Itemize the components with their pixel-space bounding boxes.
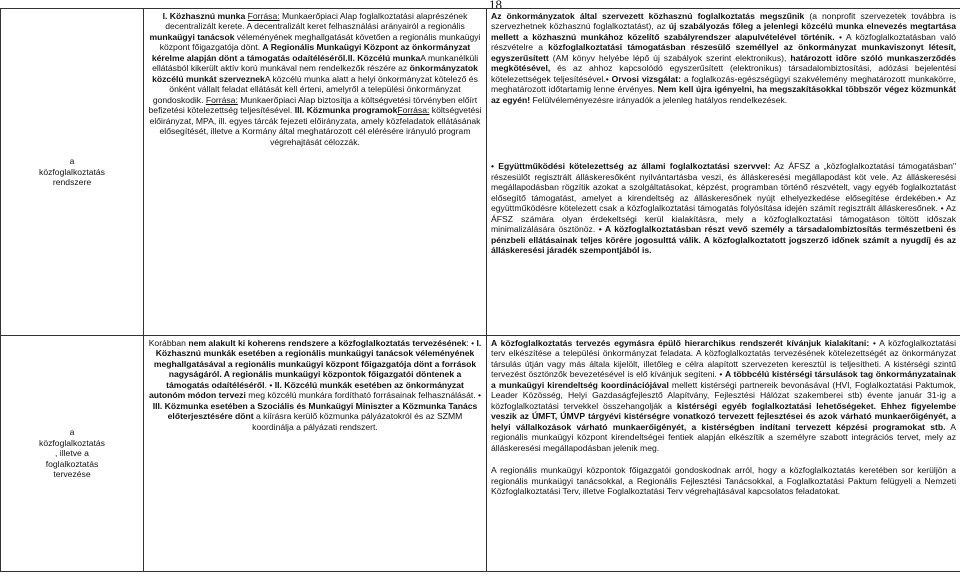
text-run: • A közfoglalkoztatásban való részvételre a [491,31,956,53]
text-run: a foglalkozás-egészségügyi szakvélemény meghatározott munkakörre, meghatározott időtartamig lenne érvényes. [491,73,956,95]
text-run: A közcélú munka alatt a helyi önkormányzat kötelező és önként vállalt feladat ellátását kell érteni, amelyről a települési önkormányzat gondoskodik. [152,73,478,105]
text-run: • Együttműködési kötelezettség az állami foglalkoztatási szervvel: [491,161,771,172]
text-run: : • [466,338,477,348]
text-run[interactable]: Forrása: [247,11,280,21]
text-run: A Regionális Munkaügyi Központ az önkormányzat kérelme alapján dönt a támogatás odaítéléséről.II. [151,42,471,63]
current-system-text [148,11,482,147]
text-run: munkaügyi tanácsok [149,31,235,42]
text-run: (AM könyv helyébe lépő új szabályok szerint elektronikus), [548,52,791,63]
text-run[interactable]: Forrása: [397,105,430,116]
row-header-line: foglalkoztatás [45,458,99,469]
row-header-line: közfoglalkoztatás [39,437,105,448]
text-run: Közcélú munka [357,52,421,63]
text-run: költségvetési előirányzat, MPA, ill. egyes tárcák fejezeti előirányzata, amely közfeladatok ellátásának elősegítését, illetve a Kormány által meghatározott cél elérésére irányuló program végrehajtását célozzák. [149,105,482,147]
current-system-cell [144,336,487,572]
text-run: III. Közmunka esetében a Szociális és Munkaügyi Miniszter a Közmunka Tanács előterjesztésére dönt [152,400,478,422]
text-run[interactable]: Forrása: [205,94,238,105]
text-run: véleményének meghallgatását követően a regionális munkaügyi központ főigazgatója dönt. [159,31,481,53]
text-run: A regionális munkaügyi központok főigazgatói gondoskodnak arról, hogy a közfoglalkoztatás keretében sor kerüljön a regionális munkaügyi tanácsokkal, a Regionális Fejlesztési Tanácsokkal, a Foglalkoztatási Paktum felügyeli a Nemzeti Közfoglalkoztatási Terv, illetve Foglalkoztatási Terv végrehajtásával kapcsolatos feladatokat. [491,465,956,497]
text-run: • A közfoglalkoztatási terv elkészítése a települési önkormányzat feladata. A közfoglalkoztatás tervezésének kötelezettségét az önkormányzat társulás útján vagy más általa kijelölt, illetőleg e célra alapított szervezeten keresztül is teljesítheti. A kistérségi szintű tervezést ösztönzők bevezetésével is elő kívánjuk segíteni. • [491,338,956,380]
row-header-cell [1,9,144,336]
text-run: I. Közhasznú munkák esetében a regionális munkaügyi tanácsok véleményének meghallgatásával a regionális munkaügyi központ főigazgatója dönt a források nagyságáról. A regionális munkaügyi központok főigazgatói döntenek a támogatás odaítéléséről [153,338,482,390]
current-system-cell [144,9,487,336]
row-header-line: a [69,156,75,167]
row-header-line: tervezése [53,469,91,480]
row-header-cell [1,336,144,572]
text-run: meg közcélú munkára fordítható forrásainak felhasználását. • [245,390,482,401]
text-run: határozott idõre szóló munkaszerződés megkötésével, [491,52,956,74]
text-run: A regionális munkaügyi központ kirendeltségei fentiek alapján elkészítik a személyre szabott integrációs tervet, mely az álláskeresési megállapodásban jelenik meg. [491,421,956,453]
text-run: kistérségi egyéb foglalkoztatási lehetőségeket. Ehhez figyelembe veszik az ÚMFT, ÚMVP tárgyévi kistérségre vonatkozó tervezett fejlesztései és azok várható munkaerőigényét, a helyi vállalkozások várható munkaerőigényét, a kistérségben indítani tervezett képzési programokat stb. [491,400,957,432]
text-run: nem alakult ki koherens rendszere a közfoglalkoztatás tervezésének [188,338,467,348]
text-run: • A közfoglalkoztatásban részt vevő személy a társadalombiztosítás természetbeni és pénzbeli ellátásainak teljes körére jogosulttá válik. A közfoglalkoztatott jogszerző időnek számít a nyugdíj és az álláskeresési járadék szempontjából is. [491,224,956,256]
text-run: III. Közmunka programok [294,105,398,116]
text-run: a kiírásra kerülő közmunka pályázatokról és az SZMM koordinálja a pályázati rendszert. [252,411,463,432]
text-run: Felülvéleményezésre irányadók a jelenleg hatályos rendelkezések. [530,94,788,105]
text-run: és az ahhoz kapcsolódó egyszerűsített (elektronikus) társadalombiztosítási, adózási bejelentési kötelezettségek teljesítésével.• [491,63,956,84]
text-run: Munkaerőpiaci Alap foglalkoztatási alaprészének decentralizált kerete. A decentralizált keret felhasználási arányairól a regionális [165,11,468,32]
text-run: közfoglalkoztatási támogatásban részesülő személlyel az önkormányzat munkaviszonyt létesít, egyszerűsített [491,42,956,63]
row-header-line: közfoglalkoztatás [39,166,105,177]
document-table [0,8,960,572]
row-header-line: rendszere [52,177,92,188]
text-run: (a nonprofit szervezetek továbbra is szervezhetnek közhasznú foglalkoztatást), az [491,11,956,32]
text-run: Az önkormányzatok által szervezett közhasznú foglalkoztatás megszűnik [491,11,805,21]
text-run: A munkanélküli ellátásból kikerült aktív korú munkával nem rendelkezők részére az [152,52,479,74]
text-run: I. Közhasznú munka [162,11,248,21]
row-header-line: a [69,427,75,438]
table-row [1,336,960,572]
text-run: A többcélú kistérségi társulások tag önkormányzatainak a munkaügyi kirendeltség koordinációjával [491,369,957,390]
new-system-paragraph [491,161,956,255]
text-run: A közfoglalkoztatás tervezés egymásra épülő hierarchikus rendszerét kívánjuk kialakítani: [491,338,870,348]
text-run: II. Közcélú munkák esetében az önkormányzat autonóm módon tervezi [148,379,464,401]
new-system-cell [487,336,960,572]
text-run: új szabályozás főleg a jelenlegi közcélú munka elnevezés megtartása mellett a közhasznú munkához közelítő szabályrendszer alapulvételével történik. [491,21,956,42]
page-number: 18 [489,0,502,12]
new-system-paragraph [491,338,956,453]
text-run: Munkaerőpiaci Alap biztosítja a költségvetési törvényben előírt befizetési kötelezettség teljesítésével. [148,94,478,116]
text-run: . • [264,379,275,390]
new-system-cell [487,9,960,336]
text-run: Orvosi vizsgálat: [611,73,681,84]
new-system-paragraph [491,465,956,496]
new-system-paragraph [491,11,956,105]
text-run: Az ÁFSZ a „közfoglalkoztatási támogatásban" részesülőt regisztrált álláskeresőként nyilvántartásba veszi, és álláskeresési megállapodást köt vele. Az álláskeresési megállapodásban rögzítik azokat a szolgáltatásokat, képzést, programban történő részvételt, vagy egyéb foglalkoztatást elősegítő támogatást, amelyet a kirendeltség az álláskeresőnek nyújt elhelyezkedése elősegítése érdekében.• Az együttműködésre kötelezett csak a közfoglalkoztatási támogatás folyósítása idején számít regisztrált álláskeresőnek. • Az ÁFSZ számára olyan érdekeltségi kerül kialakításra, mely a közfoglalkoztatási támogatáson töltött időszak minimalizálására ösztönöz. [491,161,957,235]
text-run: Nem kell újra igényelni, ha megszakításokkal többször végez közmunkát az egyén! [491,84,956,105]
text-run: Korábban [148,338,189,348]
text-run: mellett kistérségi partnereik bevonásával (HVI, Foglalkoztatási Paktumok, Leader Közösség, Helyi Gazdaságfejlesztő Alapítvány, Fejlesztési Hálózat szakemberei stb) évente január 31-ig a közfoglalkoztatási tervekkel összehangolják a [491,379,956,411]
row-header-line: , illetve a [55,448,89,459]
table-row [1,9,960,336]
current-system-text [148,338,482,432]
text-run: önkormányzatok közcélú munkát szerveznek [152,63,478,84]
